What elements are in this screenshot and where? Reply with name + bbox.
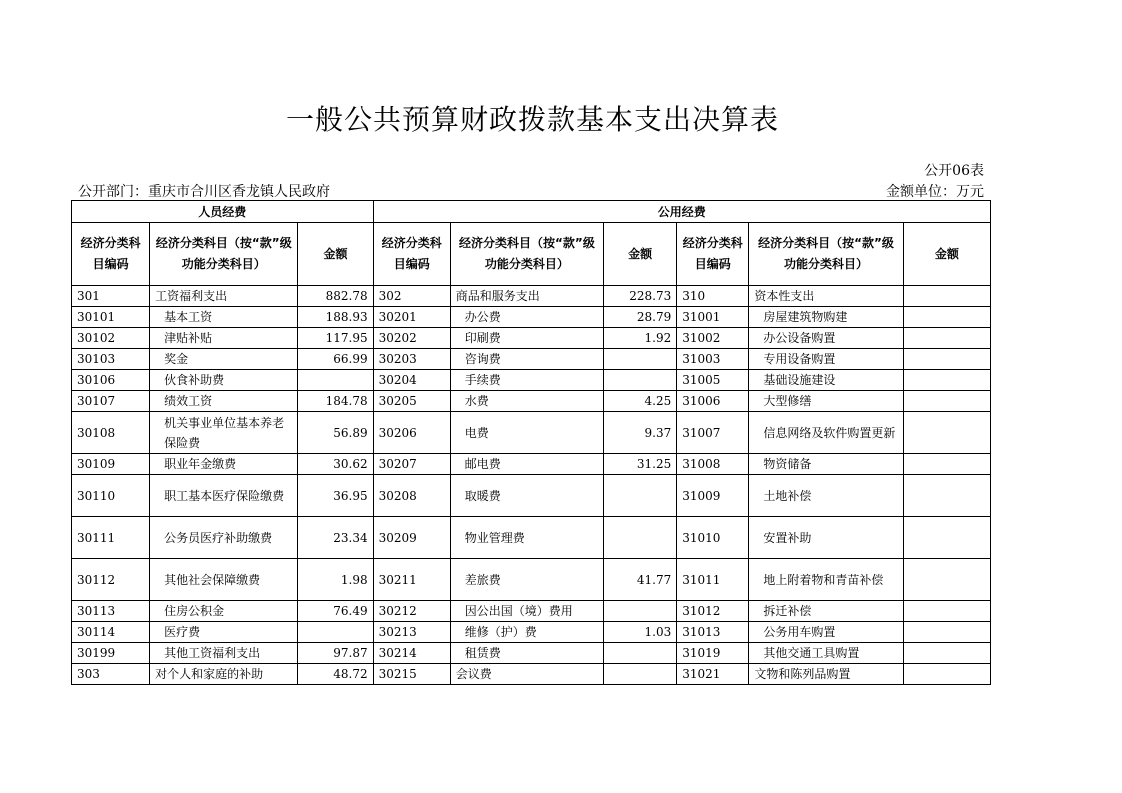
- table-row: [72, 664, 991, 685]
- cell-code: 31005: [677, 370, 749, 391]
- cell-amount: [604, 601, 677, 622]
- cell-amount: 66.99: [298, 349, 373, 370]
- cell-code: 30208: [373, 475, 450, 517]
- cell-amount: 56.89: [298, 412, 373, 454]
- cell-amount: [903, 328, 990, 349]
- cell-amount: 41.77: [604, 559, 677, 601]
- cell-name: 住房公积金: [150, 601, 298, 622]
- cell-name: 绩效工资: [150, 391, 298, 412]
- cell-amount: 882.78: [298, 286, 373, 307]
- column-header-amount: 金额: [298, 223, 373, 286]
- table-row: [72, 370, 991, 391]
- cell-amount: 48.72: [298, 664, 373, 685]
- cell-name: 印刷费: [450, 328, 603, 349]
- cell-amount: 76.49: [298, 601, 373, 622]
- cell-amount: 1.92: [604, 328, 677, 349]
- cell-amount: [903, 664, 990, 685]
- cell-amount: 28.79: [604, 307, 677, 328]
- cell-amount: 36.95: [298, 475, 373, 517]
- cell-code: 30212: [373, 601, 450, 622]
- table-row: [72, 643, 991, 664]
- group-header-personnel: 人员经费: [72, 201, 374, 223]
- cell-name: 邮电费: [450, 454, 603, 475]
- cell-code: 30106: [72, 370, 150, 391]
- column-header-name: 经济分类科目（按“款”级功能分类科目）: [749, 223, 903, 286]
- cell-name: 商品和服务支出: [450, 286, 603, 307]
- cell-name: 地上附着物和青苗补偿: [749, 559, 903, 601]
- cell-amount: [903, 601, 990, 622]
- cell-name: 专用设备购置: [749, 349, 903, 370]
- cell-amount: [903, 370, 990, 391]
- amount-unit-label: 金额单位：万元: [886, 184, 984, 200]
- cell-code: 30112: [72, 559, 150, 601]
- cell-amount: [903, 643, 990, 664]
- cell-code: 30111: [72, 517, 150, 559]
- cell-code: 30202: [373, 328, 450, 349]
- cell-name: 会议费: [450, 664, 603, 685]
- cell-code: 31001: [677, 307, 749, 328]
- column-header-name: 经济分类科目（按“款”级功能分类科目）: [150, 223, 298, 286]
- column-header-amount: 金额: [903, 223, 990, 286]
- column-header-code: 经济分类科目编码: [677, 223, 749, 286]
- cell-amount: [903, 622, 990, 643]
- cell-name: 房屋建筑物购建: [749, 307, 903, 328]
- cell-name: 伙食补助费: [150, 370, 298, 391]
- cell-name: 资本性支出: [749, 286, 903, 307]
- cell-code: 31009: [677, 475, 749, 517]
- cell-amount: 9.37: [604, 412, 677, 454]
- cell-amount: [604, 475, 677, 517]
- cell-amount: 228.73: [604, 286, 677, 307]
- table-row: [72, 517, 991, 559]
- cell-name: 土地补偿: [749, 475, 903, 517]
- cell-code: 30211: [373, 559, 450, 601]
- cell-amount: 117.95: [298, 328, 373, 349]
- column-header-name: 经济分类科目（按“款”级功能分类科目）: [450, 223, 603, 286]
- cell-code: 30206: [373, 412, 450, 454]
- cell-code: 30213: [373, 622, 450, 643]
- cell-name: 文物和陈列品购置: [749, 664, 903, 685]
- cell-amount: 184.78: [298, 391, 373, 412]
- table-row: [72, 328, 991, 349]
- cell-code: 30103: [72, 349, 150, 370]
- table-row: [72, 391, 991, 412]
- cell-code: 30203: [373, 349, 450, 370]
- cell-code: 30205: [373, 391, 450, 412]
- table-row: [72, 601, 991, 622]
- cell-name: 奖金: [150, 349, 298, 370]
- cell-name: 咨询费: [450, 349, 603, 370]
- table-row: [72, 454, 991, 475]
- cell-code: 31008: [677, 454, 749, 475]
- cell-code: 301: [72, 286, 150, 307]
- table-row: [72, 559, 991, 601]
- cell-amount: [903, 559, 990, 601]
- cell-code: 30204: [373, 370, 450, 391]
- cell-code: 30214: [373, 643, 450, 664]
- cell-code: 30114: [72, 622, 150, 643]
- cell-code: 30109: [72, 454, 150, 475]
- cell-amount: 188.93: [298, 307, 373, 328]
- cell-name: 电费: [450, 412, 603, 454]
- table-row: [72, 475, 991, 517]
- cell-name: 津贴补贴: [150, 328, 298, 349]
- cell-code: 31007: [677, 412, 749, 454]
- table-row: [72, 412, 991, 454]
- cell-name: 信息网络及软件购置更新: [749, 412, 903, 454]
- cell-code: 30199: [72, 643, 150, 664]
- cell-amount: [604, 517, 677, 559]
- cell-amount: [604, 349, 677, 370]
- cell-name: 手续费: [450, 370, 603, 391]
- cell-code: 31002: [677, 328, 749, 349]
- cell-code: 31006: [677, 391, 749, 412]
- cell-name: 维修（护）费: [450, 622, 603, 643]
- cell-amount: [903, 307, 990, 328]
- cell-amount: [903, 517, 990, 559]
- cell-code: 30201: [373, 307, 450, 328]
- cell-amount: [903, 391, 990, 412]
- department-label: 公开部门：重庆市合川区香龙镇人民政府: [78, 184, 330, 200]
- cell-name: 办公设备购置: [749, 328, 903, 349]
- cell-name: 办公费: [450, 307, 603, 328]
- cell-amount: 97.87: [298, 643, 373, 664]
- cell-amount: [604, 664, 677, 685]
- cell-code: 31019: [677, 643, 749, 664]
- table-row: [72, 307, 991, 328]
- cell-name: 职业年金缴费: [150, 454, 298, 475]
- cell-name: 大型修缮: [749, 391, 903, 412]
- cell-code: 31010: [677, 517, 749, 559]
- cell-code: 303: [72, 664, 150, 685]
- cell-amount: [604, 370, 677, 391]
- cell-code: 30207: [373, 454, 450, 475]
- cell-amount: 23.34: [298, 517, 373, 559]
- group-header-public: 公用经费: [373, 201, 990, 223]
- cell-name: 基本工资: [150, 307, 298, 328]
- cell-name: 因公出国（境）费用: [450, 601, 603, 622]
- cell-name: 水费: [450, 391, 603, 412]
- cell-name: 拆迁补偿: [749, 601, 903, 622]
- column-header-amount: 金额: [604, 223, 677, 286]
- cell-name: 差旅费: [450, 559, 603, 601]
- cell-name: 取暖费: [450, 475, 603, 517]
- cell-name: 其他工资福利支出: [150, 643, 298, 664]
- cell-amount: [903, 349, 990, 370]
- cell-code: 31012: [677, 601, 749, 622]
- cell-name: 公务员医疗补助缴费: [150, 517, 298, 559]
- cell-amount: [903, 475, 990, 517]
- cell-code: 310: [677, 286, 749, 307]
- cell-name: 基础设施建设: [749, 370, 903, 391]
- cell-amount: [298, 370, 373, 391]
- column-header-code: 经济分类科目编码: [72, 223, 150, 286]
- cell-code: 30101: [72, 307, 150, 328]
- column-header-code: 经济分类科目编码: [373, 223, 450, 286]
- table-row: [72, 349, 991, 370]
- cell-amount: 30.62: [298, 454, 373, 475]
- cell-name: 职工基本医疗保险缴费: [150, 475, 298, 517]
- cell-name: 租赁费: [450, 643, 603, 664]
- cell-amount: 1.98: [298, 559, 373, 601]
- cell-code: 31021: [677, 664, 749, 685]
- cell-code: 302: [373, 286, 450, 307]
- cell-code: 30102: [72, 328, 150, 349]
- cell-amount: 1.03: [604, 622, 677, 643]
- table-row: [72, 622, 991, 643]
- cell-name: 其他交通工具购置: [749, 643, 903, 664]
- cell-name: 物资储备: [749, 454, 903, 475]
- cell-name: 对个人和家庭的补助: [150, 664, 298, 685]
- cell-name: 其他社会保障缴费: [150, 559, 298, 601]
- cell-name: 安置补助: [749, 517, 903, 559]
- cell-name: 物业管理费: [450, 517, 603, 559]
- page-title: 一般公共预算财政拨款基本支出决算表: [285, 103, 779, 136]
- cell-code: 30113: [72, 601, 150, 622]
- cell-code: 31011: [677, 559, 749, 601]
- cell-name: 公务用车购置: [749, 622, 903, 643]
- cell-amount: 31.25: [604, 454, 677, 475]
- expenditure-table: [71, 200, 991, 685]
- cell-amount: 4.25: [604, 391, 677, 412]
- cell-code: 30215: [373, 664, 450, 685]
- cell-amount: [903, 412, 990, 454]
- cell-code: 30107: [72, 391, 150, 412]
- cell-amount: [604, 643, 677, 664]
- cell-amount: [903, 286, 990, 307]
- cell-name: 医疗费: [150, 622, 298, 643]
- cell-code: 31013: [677, 622, 749, 643]
- cell-name: 工资福利支出: [150, 286, 298, 307]
- cell-amount: [298, 622, 373, 643]
- cell-code: 31003: [677, 349, 749, 370]
- cell-name: 机关事业单位基本养老保险费: [150, 412, 298, 454]
- table-row: [72, 286, 991, 307]
- form-number: 公开06表: [924, 163, 984, 179]
- cell-code: 30209: [373, 517, 450, 559]
- cell-amount: [903, 454, 990, 475]
- cell-code: 30108: [72, 412, 150, 454]
- cell-code: 30110: [72, 475, 150, 517]
